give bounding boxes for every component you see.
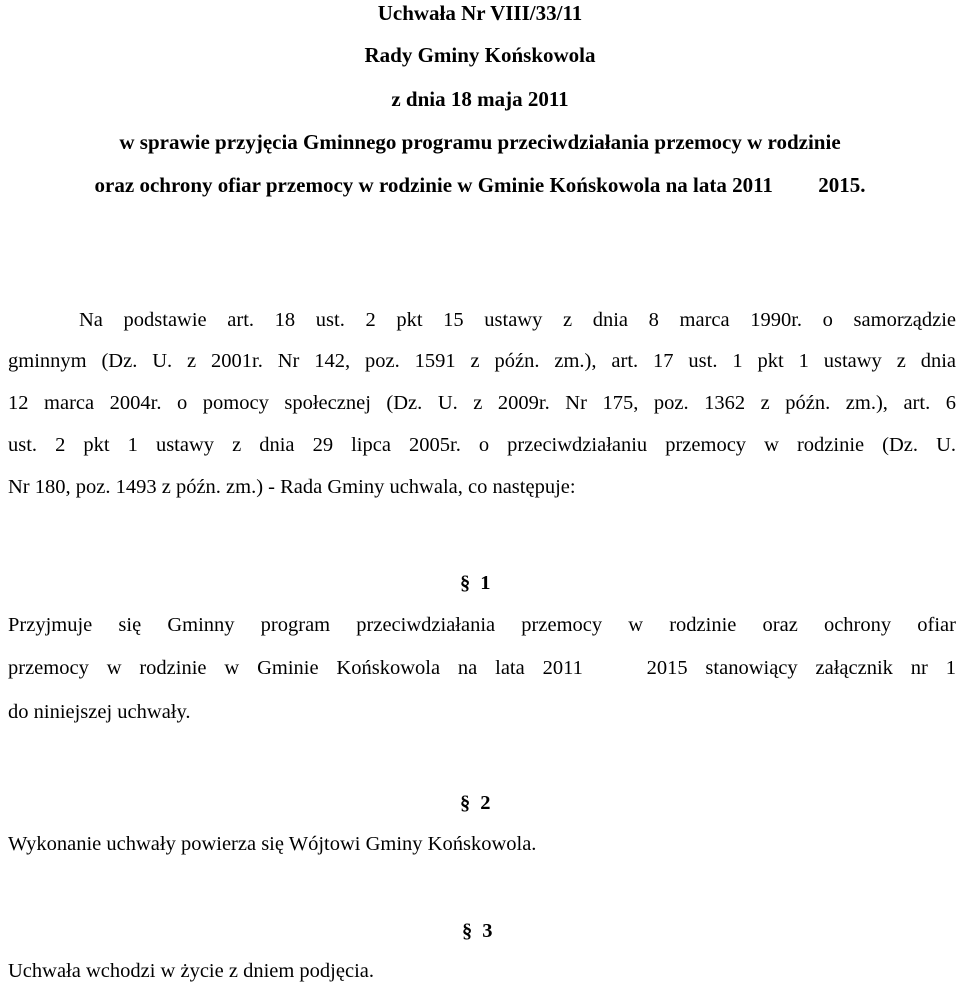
resolution-number: Uchwała Nr VIII/33/11 xyxy=(377,1,583,25)
section-number: 2 xyxy=(480,792,491,814)
section-symbol: § xyxy=(460,572,471,594)
section-line: Wykonanie uchwały powierza się Wójtowi Gminy Końskowola. xyxy=(8,833,537,855)
preamble-line: Na podstawie art. 18 ust. 2 pkt 15 ustawy z dnia 8 marca 1990r. o samorządzie xyxy=(79,309,956,331)
section-line-text: przemocy w rodzinie w Gminie Końskowola na lata 2011 2015 stanowiący załącznik nr 1 xyxy=(8,657,956,679)
section-line: do niniejszej uchwały. xyxy=(8,701,191,723)
preamble-line: 12 marca 2004r. o pomocy społecznej (Dz. U. z 2009r. Nr 175, poz. 1362 z późn. zm.), art. 6 xyxy=(8,392,956,414)
section-number: 3 xyxy=(482,920,493,942)
section-line: Uchwała wchodzi w życie z dniem podjęcia. xyxy=(8,960,374,982)
preamble-line: gminnym (Dz. U. z 2001r. Nr 142, poz. 1591 z późn. zm.), art. 17 ust. 1 pkt 1 ustawy z dnia xyxy=(8,350,956,372)
section-heading-3 xyxy=(462,918,493,944)
preamble-line: ust. 2 pkt 1 ustawy z dnia 29 lipca 2005r. o przeciwdziałaniu przemocy w rodzinie (Dz. U. xyxy=(8,434,956,456)
resolution-subject-text: oraz ochrony ofiar przemocy w rodzinie w Gminie Końskowola na lata 2011 2015. xyxy=(94,173,866,197)
section-line xyxy=(8,655,956,681)
section-number: 1 xyxy=(480,572,491,594)
resolution-subject-line-1: w sprawie przyjęcia Gminnego programu przeciwdziałania przemocy w rodzinie xyxy=(119,130,841,154)
preamble-line: Nr 180, poz. 1493 z późn. zm.) - Rada Gminy uchwala, co następuje: xyxy=(8,476,576,498)
council-name: Rady Gminy Końskowola xyxy=(364,43,596,67)
section-heading-2 xyxy=(460,790,491,816)
section-heading-1 xyxy=(460,570,491,596)
section-symbol: § xyxy=(460,792,471,814)
section-symbol: § xyxy=(462,920,473,942)
section-line: Przyjmuje się Gminny program przeciwdziałania przemocy w rodzinie oraz ochrony ofiar xyxy=(8,614,956,636)
resolution-date: z dnia 18 maja 2011 xyxy=(391,87,569,111)
resolution-subject-line-2 xyxy=(0,171,960,199)
